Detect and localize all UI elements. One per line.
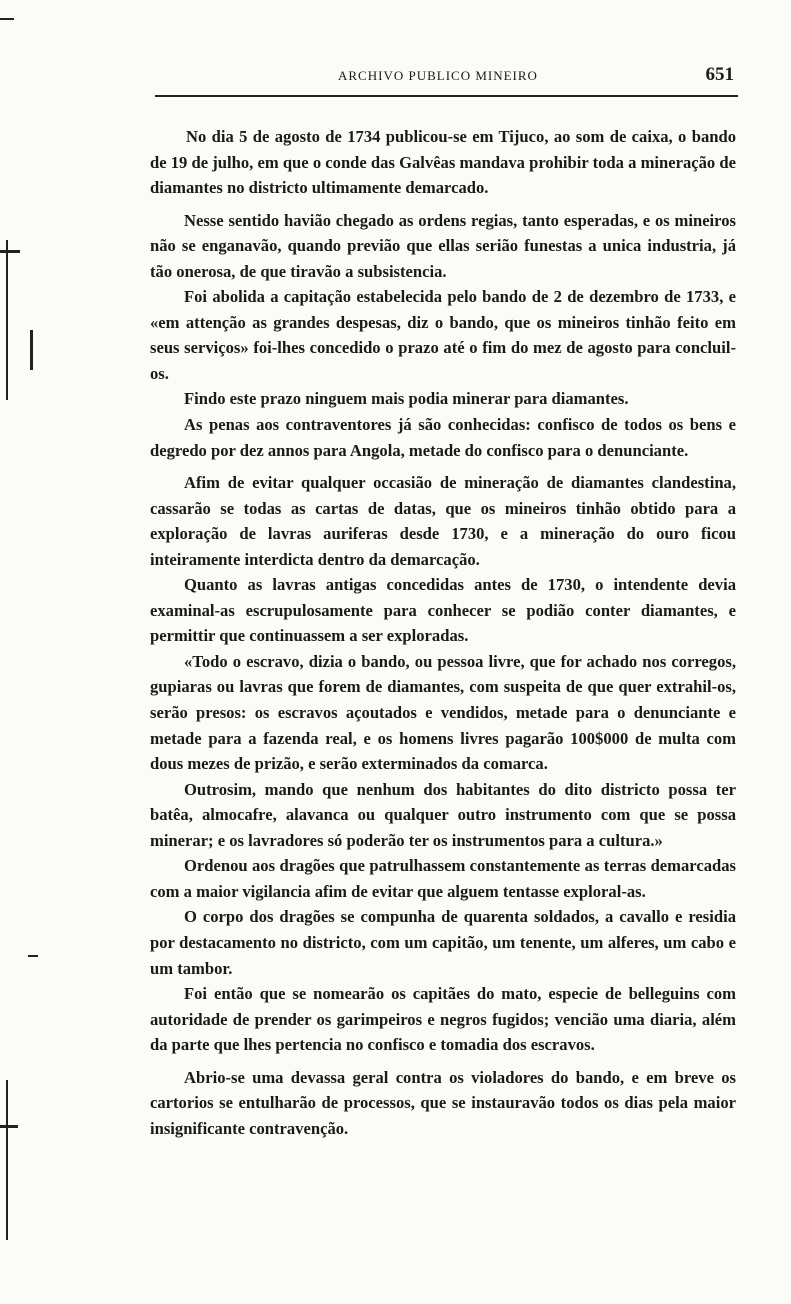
binding-mark [6,240,8,400]
binding-mark [30,330,33,370]
paragraph: Afim de evitar qualquer occasião de mineração de diamantes clandestina, cassarão se todas as cartas de datas, que os mineiros tinhão obtido para a exploração de lavras auriferas desde 1730, e a mineração do ouro ficou inteiramente interdicta dentro da demarcação. [150,473,736,569]
binding-mark [0,1125,18,1128]
binding-mark [0,250,20,253]
page-number: 651 [705,64,734,85]
binding-mark [6,1080,8,1240]
paragraph: Nesse sentido havião chegado as ordens regias, tanto esperadas, e os mineiros não se enganavão, quando previão que ellas serião funestas a unica industria, já tão onerosa, de que tiravão a subsistencia. [150,210,736,281]
paragraph: Foi abolida a capitação estabelecida pelo bando de 2 de dezembro de 1733, e «em attenção as grandes despesas, diz o bando, que os mineiros tinhão feito em seus serviços» foi-lhes concedido o prazo até o fim do mez de agosto para concluil-os. [150,287,736,383]
paragraph: As penas aos contraventores já são conhecidas: confisco de todos os bens e degredo por dez annos para Angola, metade do confisco para o denunciante. [150,415,736,460]
paragraph: Abrio-se uma devassa geral contra os violadores do bando, e em breve os cartorios se entulharão de processos, que se instauravão todos os dias pela maior insignificante contravenção. [150,1067,736,1138]
header-rule [155,95,738,97]
paragraph: Quanto as lavras antigas concedidas antes de 1730, o intendente devia examinal-as escrupulosamente para conhecer se podião conter diamantes, e permittir que continuassem a ser exploradas. [150,575,736,646]
binding-mark [28,955,38,957]
paragraph: Outrosim, mando que nenhum dos habitantes do dito districto possa ter batêa, almocafre, alavanca ou qualquer outro instrumento com que se possa minerar; e os lavradores só poderão ter os instrumentos para a cultura.» [150,779,736,850]
paragraph: «Todo o escravo, dizia o bando, ou pessoa livre, que for achado nos corregos, gupiaras ou lavras que forem de diamantes, com suspeita de que quer extrahil-os, serão presos: os escravos açoutados e vendidos, metade para o denunciante e metade para a fazenda real, e os homens livres pagarão 100$000 de multa com dous mezes de prizão, e serão exterminados da comarca. [150,651,736,774]
paragraph: Findo este prazo ninguem mais podia minerar para diamantes. [184,389,629,409]
body-text [150,124,736,1141]
paragraph: No dia 5 de agosto de 1734 publicou-se em Tijuco, ao som de caixa, o bando de 19 de julho, em que o conde das Galvêas mandava prohibir toda a mineração de diamantes no districto ultimamente demarcado. [150,127,736,198]
paragraph: Ordenou aos dragões que patrulhassem constantemente as terras demarcadas com a maior vigilancia afim de evitar que alguem tentasse exploral-as. [150,856,736,901]
running-head: ARCHIVO PUBLICO MINEIRO [338,68,538,83]
paragraph: Foi então que se nomearão os capitães do mato, especie de belleguins com autoridade de prender os garimpeiros e negros fugidos; vencião uma diaria, além da parte que lhes pertencia no confisco e tomadia dos escravos. [150,984,736,1055]
page-header [155,62,738,90]
paragraph: O corpo dos dragões se compunha de quarenta soldados, a cavallo e residia por destacamento no districto, com um capitão, um tenente, um alferes, um cabo e um tambor. [150,907,736,978]
binding-mark [0,18,14,20]
